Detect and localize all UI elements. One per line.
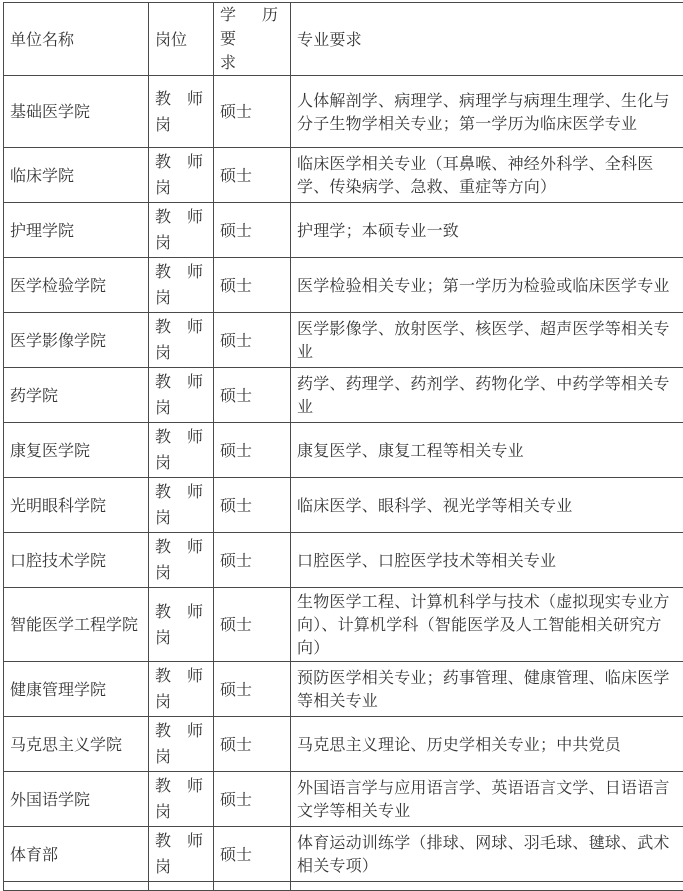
table-row — [4, 313, 683, 368]
post-cell — [149, 662, 214, 717]
post-cell — [149, 203, 214, 258]
post-line2: 岗 — [155, 627, 172, 647]
major-cell: 医学检验相关专业；第一学历为检验或临床医学专业 — [291, 258, 683, 313]
header-unit: 单位名称 — [4, 3, 149, 76]
post-line1: 教 师 — [155, 152, 203, 171]
post-cell — [149, 258, 214, 313]
unit-cell: 医学影像学院 — [4, 313, 149, 368]
major-cell: 药学、药理学、药剂学、药物化学、中药学等相关专业 — [291, 368, 683, 423]
education-cell: 硕士 — [214, 258, 291, 313]
post-line2: 岗 — [155, 692, 172, 711]
unit-cell: 健康管理学院 — [4, 662, 149, 717]
empty-cell — [214, 882, 291, 891]
major-cell: 口腔医学、口腔医学技术等相关专业 — [291, 533, 683, 588]
table-row — [4, 478, 683, 533]
education-cell: 硕士 — [214, 203, 291, 258]
post-line2: 岗 — [155, 802, 172, 821]
header-post: 岗位 — [149, 3, 214, 76]
table-row — [4, 772, 683, 827]
education-cell: 硕士 — [214, 368, 291, 423]
education-cell: 硕士 — [214, 478, 291, 533]
unit-cell: 药学院 — [4, 368, 149, 423]
unit-cell: 口腔技术学院 — [4, 533, 149, 588]
post-line2: 岗 — [155, 233, 172, 252]
major-cell: 生物医学工程、计算机科学与技术（虚拟现实专业方向）、计算机学科（智能医学及人工智能相关研究方向） — [291, 588, 683, 662]
post-cell — [149, 313, 214, 368]
post-line1: 教 师 — [155, 776, 203, 795]
post-cell — [149, 423, 214, 478]
table-header-row — [4, 3, 683, 76]
post-line2: 岗 — [155, 398, 172, 417]
post-line2: 岗 — [155, 508, 172, 527]
major-cell: 临床医学、眼科学、视光学等相关专业 — [291, 478, 683, 533]
empty-cell — [4, 882, 149, 891]
post-line1: 教 师 — [155, 427, 203, 446]
table-row — [4, 533, 683, 588]
table-row — [4, 662, 683, 717]
table-row — [4, 717, 683, 772]
major-cell: 护理学；本硕专业一致 — [291, 203, 683, 258]
post-line1: 教 师 — [155, 537, 203, 556]
header-major: 专业要求 — [291, 3, 683, 76]
table-row — [4, 827, 683, 882]
post-line1: 教 师 — [155, 317, 203, 336]
table-row — [4, 203, 683, 258]
unit-cell: 体育部 — [4, 827, 149, 882]
education-cell: 硕士 — [214, 313, 291, 368]
education-cell: 硕士 — [214, 827, 291, 882]
unit-cell: 护理学院 — [4, 203, 149, 258]
major-cell: 马克思主义理论、历史学相关专业；中共党员 — [291, 717, 683, 772]
table-row — [4, 423, 683, 478]
unit-cell: 马克思主义学院 — [4, 717, 149, 772]
major-cell: 外国语言学与应用语言学、英语语言文学、日语语言文学等相关专业 — [291, 772, 683, 827]
post-line1: 教 师 — [155, 666, 203, 685]
education-cell: 硕士 — [214, 148, 291, 203]
major-cell: 医学影像学、放射医学、核医学、超声医学等相关专业 — [291, 313, 683, 368]
education-cell: 硕士 — [214, 717, 291, 772]
post-line1: 教 师 — [155, 601, 203, 621]
post-cell — [149, 717, 214, 772]
unit-cell: 临床学院 — [4, 148, 149, 203]
unit-cell: 外国语学院 — [4, 772, 149, 827]
post-line1: 教 师 — [155, 482, 203, 501]
post-line1: 教 师 — [155, 372, 203, 391]
post-line1: 教 师 — [155, 831, 203, 850]
post-line2: 岗 — [155, 288, 172, 307]
education-cell: 硕士 — [214, 76, 291, 148]
header-education-text — [220, 3, 278, 75]
major-cell: 体育运动训练学（排球、网球、羽毛球、毽球、武术相关专项） — [291, 827, 683, 882]
education-cell: 硕士 — [214, 662, 291, 717]
post-line2: 岗 — [155, 747, 172, 766]
post-cell — [149, 827, 214, 882]
unit-cell: 光明眼科学院 — [4, 478, 149, 533]
post-line2: 岗 — [155, 563, 172, 582]
table-row — [4, 148, 683, 203]
post-cell — [149, 478, 214, 533]
post-cell — [149, 368, 214, 423]
post-line1: 教 师 — [155, 207, 203, 226]
table-row — [4, 368, 683, 423]
post-line2: 岗 — [155, 343, 172, 362]
header-education-line2: 求 — [220, 53, 237, 72]
post-cell — [149, 772, 214, 827]
table-row-continuation — [4, 882, 683, 891]
post-cell — [149, 148, 214, 203]
post-line2: 岗 — [155, 114, 172, 134]
post-cell — [149, 588, 214, 662]
post-line2: 岗 — [155, 178, 172, 197]
header-education — [214, 3, 291, 76]
post-line1: 教 师 — [155, 88, 203, 108]
empty-cell — [291, 882, 683, 891]
unit-cell: 康复医学院 — [4, 423, 149, 478]
unit-cell: 智能医学工程学院 — [4, 588, 149, 662]
major-cell: 预防医学相关专业；药事管理、健康管理、临床医学等相关专业 — [291, 662, 683, 717]
education-cell: 硕士 — [214, 588, 291, 662]
post-line2: 岗 — [155, 453, 172, 472]
education-cell: 硕士 — [214, 533, 291, 588]
post-line1: 教 师 — [155, 721, 203, 740]
table-row — [4, 588, 683, 662]
post-cell — [149, 76, 214, 148]
table-row — [4, 76, 683, 148]
empty-cell — [149, 882, 214, 891]
major-cell: 人体解剖学、病理学、病理学与病理生理学、生化与分子生物学相关专业；第一学历为临床医学专业 — [291, 76, 683, 148]
post-line1: 教 师 — [155, 262, 203, 281]
post-cell — [149, 533, 214, 588]
table-row — [4, 258, 683, 313]
header-education-line1: 学 历 要 — [220, 5, 278, 48]
unit-cell: 医学检验学院 — [4, 258, 149, 313]
recruitment-table — [3, 2, 683, 891]
major-cell: 临床医学相关专业（耳鼻喉、神经外科学、全科医学、传染病学、急救、重症等方向） — [291, 148, 683, 203]
major-cell: 康复医学、康复工程等相关专业 — [291, 423, 683, 478]
unit-cell: 基础医学院 — [4, 76, 149, 148]
education-cell: 硕士 — [214, 772, 291, 827]
education-cell: 硕士 — [214, 423, 291, 478]
post-line2: 岗 — [155, 857, 172, 876]
